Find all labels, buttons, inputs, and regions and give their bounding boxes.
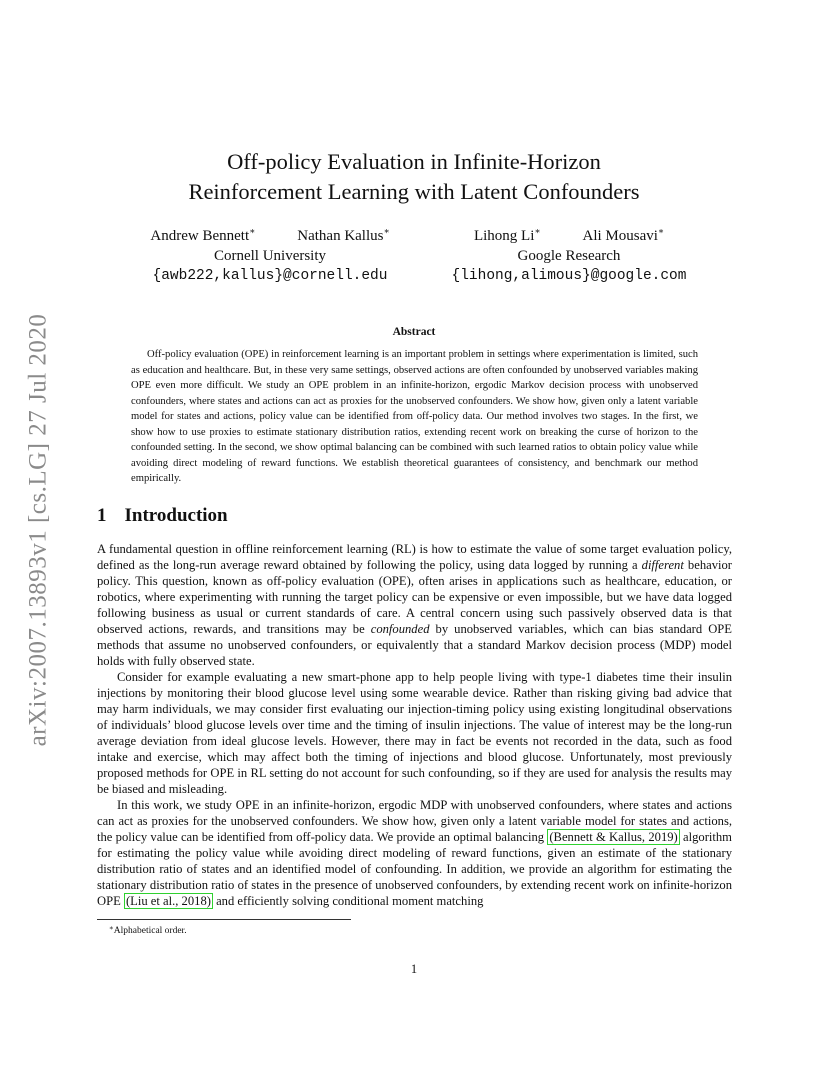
intro-body [97,541,732,909]
citation-link[interactable]: (Liu et al., 2018) [125,894,211,908]
paper-title [0,147,828,207]
intro-paragraph-2: Consider for example evaluating a new smart-phone app to help people living with type-1 diabetes time their insulin injections by monitoring their blood glucose level using some wearable device. Rather than risking giving bad advice that may harm individuals, we may consider first evaluating our injection-timing policy using existing longitudinal observations of individuals’ blood glucose levels over time and the timing of insulin injections. The value of interest may be the long-run average deviation from ideal glucose levels. However, there may in fact be events not recorded in the data, such as food intake and exercise, which may affect both the timing of injections and blood glucose. Unfortunately, most previously proposed methods for OPE in RL setting do not account for such confounding, so if they are used for analysis the results may be biased and misleading. [97,670,732,796]
section-title: Introduction [124,505,228,526]
arxiv-stamp [18,295,58,765]
author-email: {lihong,alimous}@google.com [451,268,687,284]
author-name: Ali Mousavi∗ [582,226,665,244]
citation-link[interactable]: (Bennett & Kallus, 2019) [549,830,678,844]
author-email: {awb222,kallus}@cornell.edu [152,268,388,284]
author-affiliation: Cornell University [213,247,327,264]
abstract-text: Off-policy evaluation (OPE) in reinforcement learning is an important problem in settings where experimentation is limited, such as education and healthcare. But, in these very same settings, observed actions are often confounded by unobserved variables making OPE even more difficult. We study an OPE problem in an infinite-horizon, ergodic Markov decision process with unobserved confounders, where states and actions can act as proxies for the unobserved confounders. We show how, given only a latent variable model for states and actions, policy value can be identified from off-policy data. Our method involves two stages. In the first, we show how to use proxies to estimate stationary distribution ratios, extending recent work on breaking the curse of horizon to the confounded setting. In the second, we show optimal balancing can be combined with such learned ratios to obtain policy value while avoiding direct modeling of reward functions. We establish theoretical guarantees of consistency, and benchmark our method empirically. [131,349,698,484]
author-name: Andrew Bennett∗ [150,226,256,244]
footnote-divider [97,919,351,920]
author-group-google [424,222,714,287]
author-name: Nathan Kallus∗ [297,226,390,244]
title-line-2: Reinforcement Learning with Latent Confounders [188,179,640,204]
title-line-1: Off-policy Evaluation in Infinite-Horizon [227,149,601,174]
author-affiliation: Google Research [517,247,621,264]
author-name: Lihong Li∗ [473,226,541,244]
abstract-heading: Abstract [392,326,436,338]
intro-paragraph-3: In this work, we study OPE in an infinite-horizon, ergodic MDP with unobserved confounders, where states and actions can act as proxies for the unobserved confounders. We show how, given only a latent variable model for states and actions, the policy value can be identified from off-policy data. We provide an optimal balancing (Bennett & Kallus, 2019) algorithm for estimating the policy value while avoiding direct modeling of reward functions, given an estimate of the stationary distribution ratio of states and an identified model of confounding. In addition, we provide an algorithm for estimating the stationary distribution ratio of states in the presence of unobserved confounders, by extending recent work on infinite-horizon OPE (Liu et al., 2018) and efficiently solving conditional moment matching [97,798,732,908]
section-number: 1 [97,505,107,526]
footnote: ∗Alphabetical order. [109,924,187,936]
section-heading [97,505,228,527]
author-group-cornell [130,222,410,287]
page-number: 1 [410,962,418,976]
arxiv-stamp-text: arXiv:2007.13893v1 [cs.LG] 27 Jul 2020 [24,313,51,747]
intro-paragraph-1: A fundamental question in offline reinforcement learning (RL) is how to estimate the value of some target evaluation policy, defined as the long-run average reward obtained by following the policy, using data logged by running a different behavior policy. This question, known as off-policy evaluation (OPE), often arises in applications such as healthcare, education, or robotics, where experimenting with running the target policy can be expensive or even impossible, but we have data logged following business as usual or current standards of care. A central concern using such passively observed data is that observed actions, rewards, and transitions may be confounded by unobserved variables, which can bias standard OPE methods that assume no unobserved confounders, or equivalently that a standard Markov decision process (MDP) model holds with fully observed state. [97,542,732,668]
